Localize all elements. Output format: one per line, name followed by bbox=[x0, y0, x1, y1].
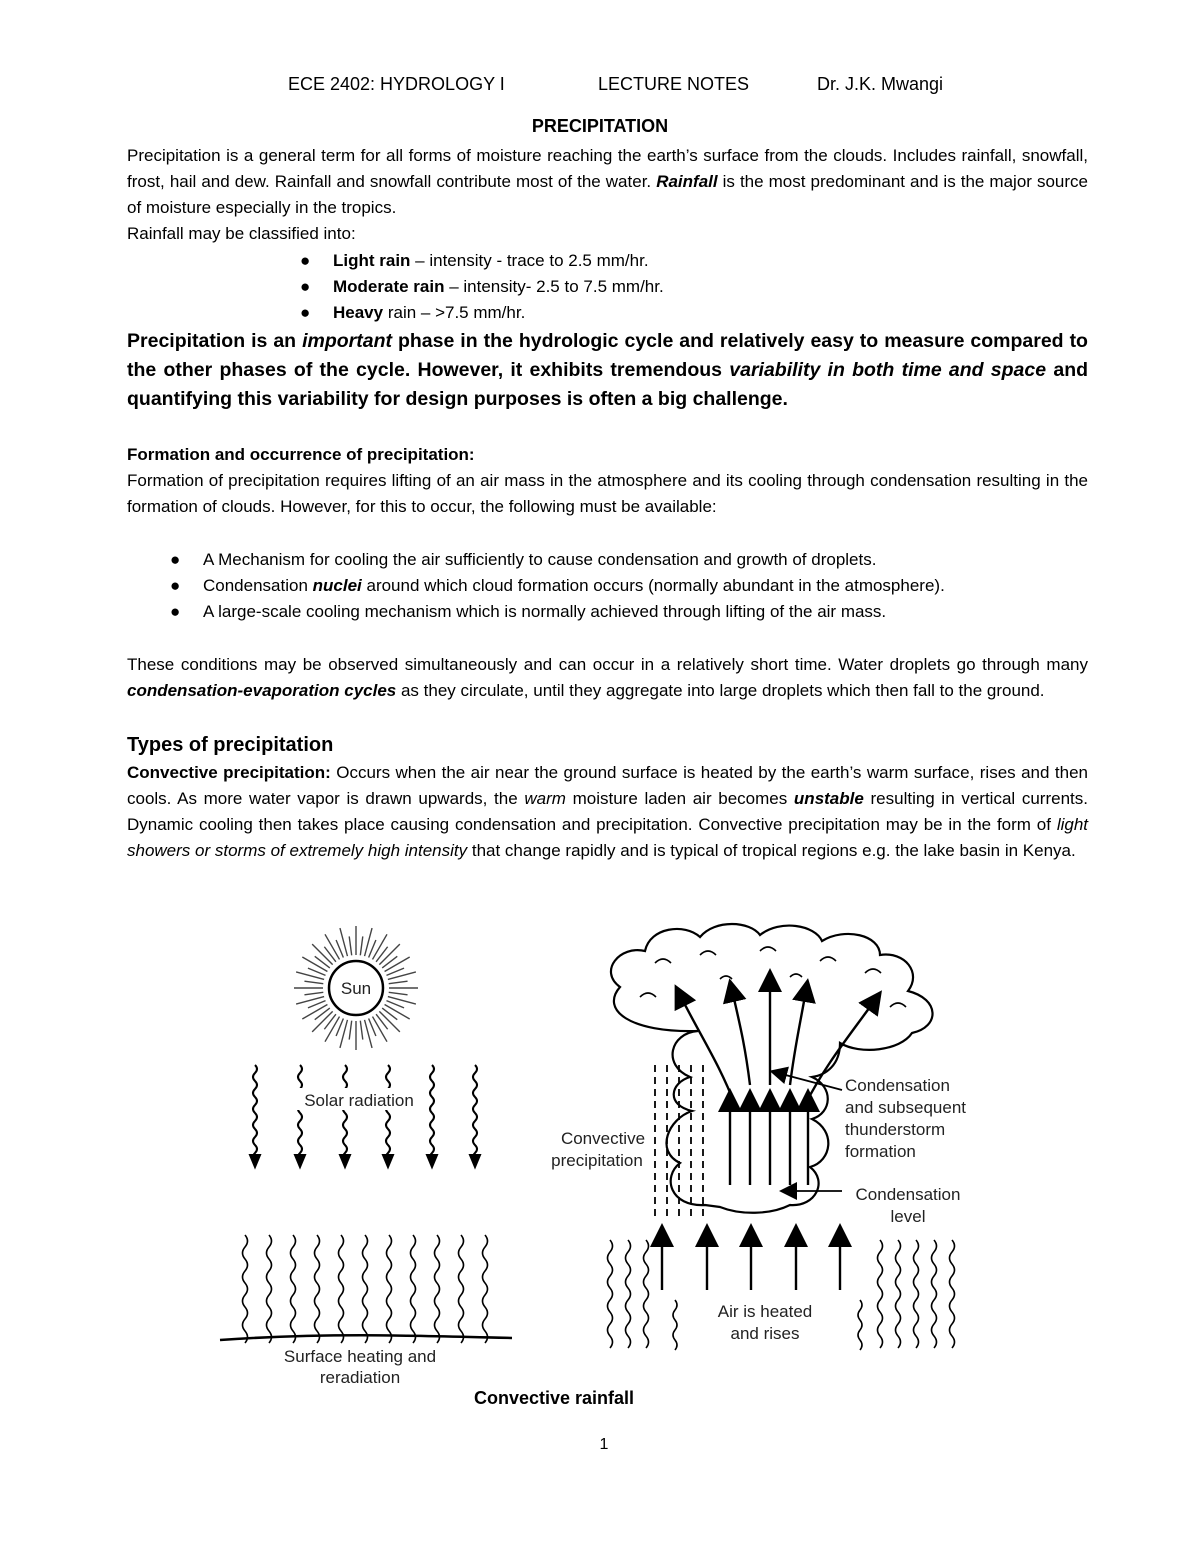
rising-air-wave bbox=[858, 1300, 862, 1350]
condition-text: A large-scale cooling mechanism which is normally achieved through lifting of the air mass. bbox=[203, 602, 887, 621]
page-title: PRECIPITATION bbox=[531, 116, 669, 136]
rising-air-wave bbox=[878, 1240, 883, 1348]
intro-paragraph bbox=[127, 143, 1088, 221]
conditions-text-a: These conditions may be observed simultaneously and can occur in a relatively short time. Water droplets go through many bbox=[127, 655, 1088, 674]
intro-text-a: Precipitation is a general term for all forms of moisture reaching the earth’s surface from the clouds. Includes rainfall, snowfall, frost, hail and dew. Rainfall and snowfall contribute most of the water. bbox=[127, 146, 1088, 191]
list-item bbox=[170, 599, 945, 625]
conditions-paragraph bbox=[127, 652, 1088, 704]
document-type: LECTURE NOTES bbox=[598, 74, 750, 94]
rain-class-desc: – intensity- 2.5 to 7.5 mm/hr. bbox=[444, 277, 664, 296]
condition-nuclei-term: nuclei bbox=[312, 576, 362, 595]
bullet-icon: ● bbox=[300, 251, 311, 270]
rising-air-wave bbox=[896, 1240, 901, 1348]
bullet-icon: ● bbox=[170, 550, 181, 569]
rain-class-list bbox=[300, 248, 664, 326]
highlight-paragraph bbox=[127, 327, 1088, 414]
rising-air-wave bbox=[626, 1240, 631, 1348]
heat-wave bbox=[387, 1235, 392, 1343]
heat-wave bbox=[315, 1235, 320, 1343]
types-heading: Types of precipitation bbox=[127, 734, 334, 756]
rising-air-wave bbox=[932, 1240, 937, 1348]
rising-air-wave bbox=[950, 1240, 955, 1348]
solar-arrow bbox=[386, 1065, 390, 1161]
highlight-important: important bbox=[302, 330, 392, 352]
figure-caption: Convective rainfall bbox=[473, 1388, 635, 1408]
surface-heating-label-2: reradiation bbox=[319, 1368, 401, 1387]
list-item bbox=[170, 573, 945, 599]
convective-text-c: resulting in vertical currents. Dynamic cooling then takes place causing condensation and precipitation. Convective precipitation may be in the form of bbox=[127, 789, 1088, 834]
solar-arrow bbox=[298, 1065, 302, 1161]
sun-label: Sun bbox=[340, 979, 372, 998]
rain-class-name: Heavy bbox=[333, 303, 384, 322]
heat-wave bbox=[339, 1235, 344, 1343]
condensation-label-1: Condensation bbox=[845, 1076, 950, 1095]
highlight-variability: variability in both time and space bbox=[729, 359, 1047, 381]
convective-showers-term: light showers or storms of extremely high intensity bbox=[127, 815, 1088, 860]
air-heated-label-2: and rises bbox=[730, 1324, 800, 1343]
surface-heating-label-1: Surface heating and bbox=[283, 1347, 437, 1366]
heat-wave bbox=[363, 1235, 368, 1343]
rising-air-wave bbox=[644, 1240, 649, 1348]
bullet-icon: ● bbox=[300, 303, 311, 322]
convective-text-a: Occurs when the air near the ground surface is heated by the earth’s warm surface, rises and then cools. As more water vapor is drawn upwards, the bbox=[127, 763, 1088, 808]
bullet-icon: ● bbox=[300, 277, 311, 296]
left-ground-line bbox=[220, 1335, 512, 1340]
heat-wave bbox=[267, 1235, 272, 1343]
solar-arrow bbox=[343, 1065, 347, 1161]
condensation-label-4: formation bbox=[845, 1142, 916, 1161]
solar-arrow-head bbox=[427, 1155, 437, 1167]
condition-text: A Mechanism for cooling the air sufficiently to cause condensation and growth of droplets. bbox=[203, 550, 877, 569]
rain-class-desc: rain – >7.5 mm/hr. bbox=[383, 303, 526, 322]
rising-air-wave bbox=[608, 1240, 613, 1348]
rain-class-name: Light rain bbox=[333, 251, 411, 270]
condensation-level-label-1: Condensation bbox=[855, 1185, 961, 1204]
list-item bbox=[300, 274, 664, 300]
condensation-label-3: thunderstorm bbox=[845, 1120, 946, 1139]
rising-air-wave bbox=[914, 1240, 919, 1348]
heat-wave bbox=[483, 1235, 488, 1343]
condensation-label-2: and subsequent bbox=[845, 1098, 966, 1117]
solar-arrow-head bbox=[383, 1155, 393, 1167]
convective-label: Convective precipitation: bbox=[127, 763, 331, 782]
solar-arrow bbox=[253, 1065, 257, 1161]
formation-conditions-list bbox=[170, 547, 945, 625]
convective-text-b: moisture laden air becomes bbox=[565, 789, 794, 808]
rain-class-name: Moderate rain bbox=[333, 277, 445, 296]
formation-heading: Formation and occurrence of precipitation: bbox=[127, 445, 475, 464]
convective-paragraph bbox=[127, 760, 1088, 864]
air-heated-label-1: Air is heated bbox=[717, 1302, 813, 1321]
classification-intro: Rainfall may be classified into: bbox=[127, 224, 356, 243]
intro-rainfall-term: Rainfall bbox=[656, 172, 718, 191]
bullet-icon: ● bbox=[170, 576, 181, 595]
list-item bbox=[170, 547, 945, 573]
highlight-text-c: and quantifying this variability for design purposes is often a big challenge. bbox=[127, 359, 1089, 410]
highlight-text-b: phase in the hydrologic cycle and relatively easy to measure compared to the other phases of the cycle. However, it exhibits tremendous bbox=[127, 330, 1088, 381]
conditions-cycles-term: condensation-evaporation cycles bbox=[127, 681, 397, 700]
heat-wave bbox=[411, 1235, 416, 1343]
thunderstorm-cloud bbox=[611, 924, 933, 1213]
convective-text-d: that change rapidly and is typical of tropical regions e.g. the lake basin in Kenya. bbox=[467, 841, 1076, 860]
heat-wave bbox=[459, 1235, 464, 1343]
solar-arrow bbox=[430, 1065, 434, 1161]
list-item bbox=[300, 300, 664, 326]
solar-arrow-head bbox=[340, 1155, 350, 1167]
condition-text: around which cloud formation occurs (normally abundant in the atmosphere). bbox=[361, 576, 945, 595]
condensation-level-label-2: level bbox=[890, 1207, 926, 1226]
list-item bbox=[300, 248, 664, 274]
rising-air-arrows bbox=[662, 1235, 840, 1290]
solar-radiation-label: Solar radiation bbox=[304, 1091, 414, 1110]
condition-text: Condensation bbox=[203, 576, 313, 595]
solar-arrow-head bbox=[250, 1155, 260, 1167]
bullet-icon: ● bbox=[170, 602, 181, 621]
heat-wave bbox=[243, 1235, 248, 1343]
heat-wave bbox=[435, 1235, 440, 1343]
solar-arrow bbox=[473, 1065, 477, 1161]
author-name: Dr. J.K. Mwangi bbox=[817, 74, 944, 94]
convective-warm-term: warm bbox=[524, 789, 566, 808]
convective-precipitation-label-1: Convective bbox=[560, 1129, 646, 1148]
rain-class-desc: – intensity - trace to 2.5 mm/hr. bbox=[410, 251, 649, 270]
convective-unstable-term: unstable bbox=[793, 789, 864, 808]
solar-radiation-arrows bbox=[250, 1065, 480, 1167]
course-code: ECE 2402: HYDROLOGY I bbox=[288, 74, 505, 94]
rising-air-wave bbox=[673, 1300, 677, 1350]
conditions-text-b: as they circulate, until they aggregate into large droplets which then fall to the ground. bbox=[396, 681, 1045, 700]
surface-heat-waves bbox=[243, 1235, 488, 1343]
highlight-text-a: Precipitation is an bbox=[127, 330, 303, 352]
solar-arrow-head bbox=[295, 1155, 305, 1167]
page-number: 1 bbox=[599, 1436, 609, 1453]
intro-text-b: is the most predominant and is the major source of moisture especially in the tropics. bbox=[127, 172, 1088, 217]
formation-paragraph: Formation of precipitation requires lifting of an air mass in the atmosphere and its cooling through condensation resulting in the formation of clouds. However, for this to occur, the following must be available: bbox=[127, 471, 1088, 516]
convective-precipitation-label-2: precipitation bbox=[551, 1151, 643, 1170]
convective-rainfall-figure bbox=[200, 915, 1000, 1390]
solar-arrow-head bbox=[470, 1155, 480, 1167]
heat-wave bbox=[291, 1235, 296, 1343]
sun-icon bbox=[294, 926, 418, 1050]
